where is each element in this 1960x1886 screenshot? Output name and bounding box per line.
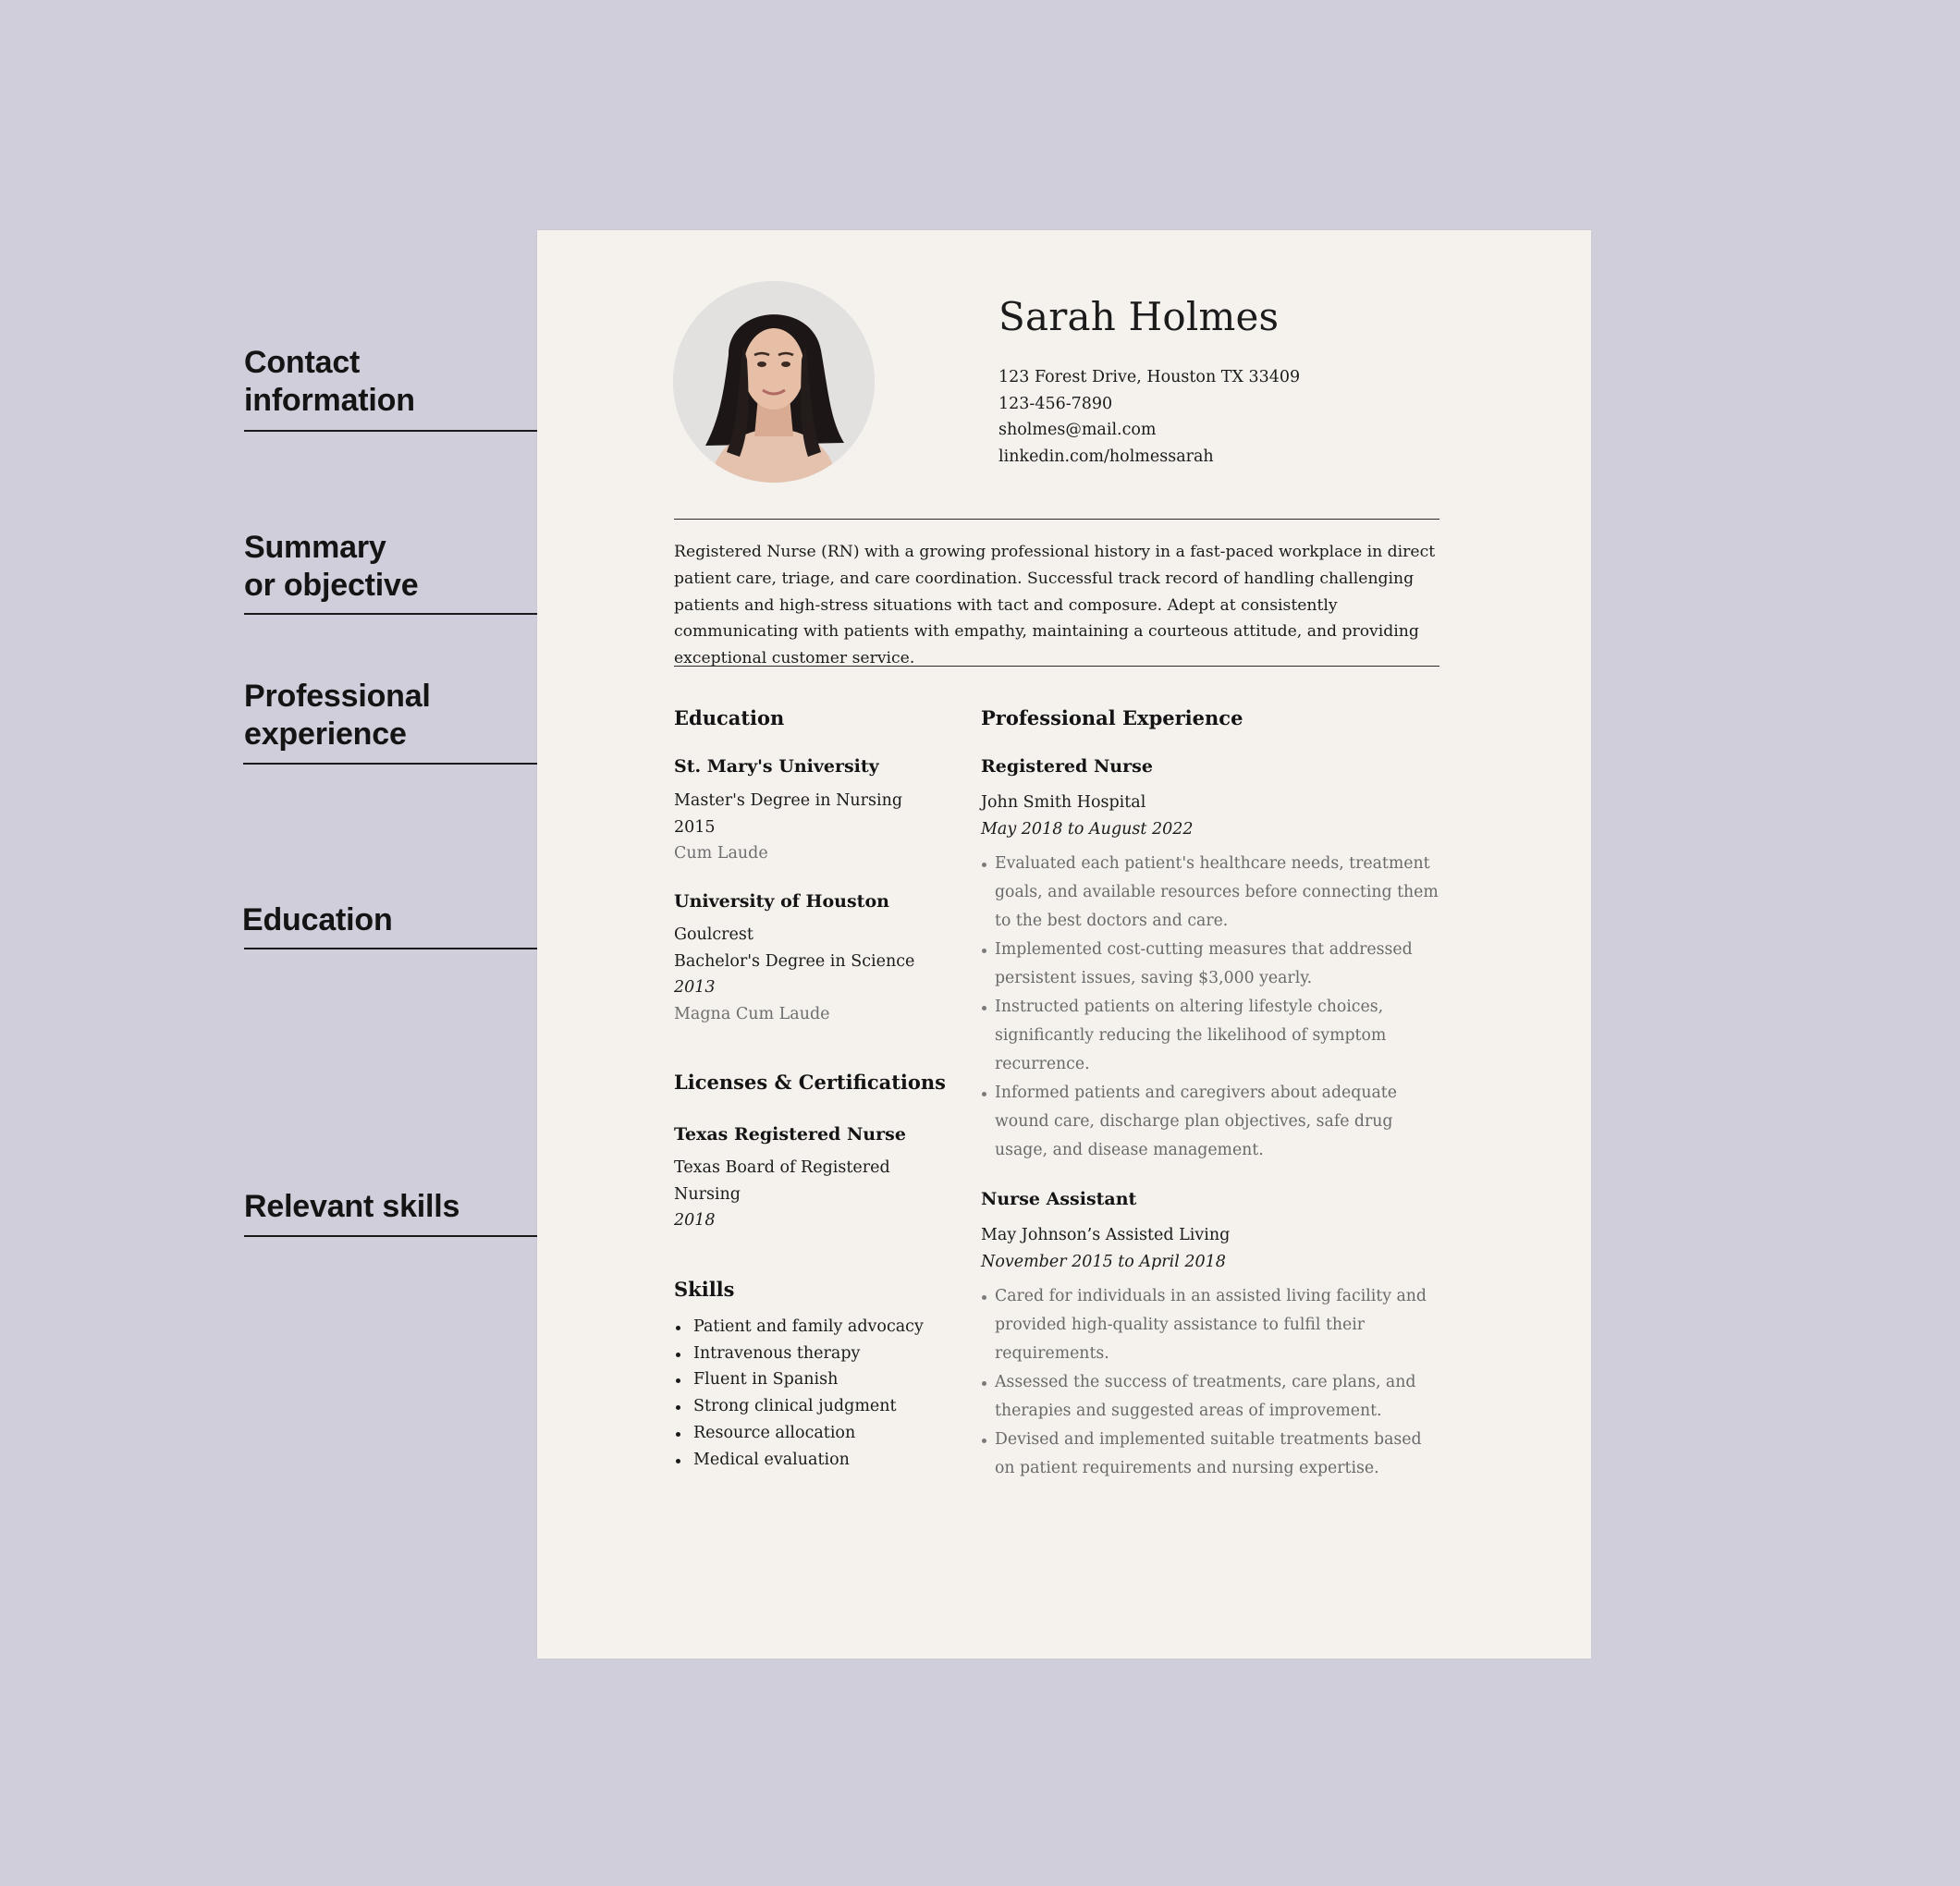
bullet-item: Informed patients and caregivers about adequate wound care, discharge plan objectives, safe drug usage, and disease management.: [981, 1079, 1443, 1165]
contact-linkedin: linkedin.com/holmessarah: [998, 447, 1214, 467]
skill-item: Strong clinical judgment: [674, 1393, 924, 1420]
summary-paragraph: Registered Nurse (RN) with a growing professional history in a fast-paced workplace in direct patient care, triage, and care coordination. Successful track record of handling challenging patients and high-stress situations with tact and composure. Adept at consistently communicating with patients with empathy, maintaining a courteous attitude, and providing exceptional customer service.: [674, 543, 1436, 668]
contact-email: sholmes@mail.com: [998, 421, 1157, 440]
annotation-label: or objective: [244, 568, 419, 603]
education-entry: [674, 891, 889, 912]
job-dates: November 2015 to April 2018: [981, 1252, 1226, 1271]
profile-photo: [673, 281, 875, 483]
degree: Master's Degree in Nursing: [674, 791, 903, 810]
education-details: [674, 922, 914, 1028]
annotation-label: information: [244, 383, 415, 418]
skill-item: Fluent in Spanish: [674, 1366, 924, 1393]
bullet-item: Assessed the success of treatments, care plans, and therapies and suggested areas of improvement.: [981, 1368, 1443, 1426]
employer: May Johnson’s Assisted Living: [981, 1226, 1231, 1244]
education-details: [674, 788, 902, 867]
license-name: Texas Registered Nurse: [674, 1124, 906, 1145]
candidate-name: Sarah Holmes: [998, 294, 1280, 339]
license-issuer: Texas Board of Registered: [674, 1158, 890, 1177]
bullet-item: Instructed patients on altering lifestyle choices, significantly reducing the likelihood of symptom recurrence.: [981, 993, 1443, 1079]
contact-phone: 123-456-7890: [998, 394, 1113, 413]
license-entry: [674, 1124, 906, 1145]
skill-item: Resource allocation: [674, 1420, 924, 1447]
skill-item: Medical evaluation: [674, 1447, 924, 1474]
annotation-label: Professional: [244, 679, 431, 714]
graduation-year: 2015: [674, 817, 716, 837]
divider: [674, 519, 1439, 520]
annotation-label: experience: [244, 716, 407, 752]
job-meta: [981, 790, 1194, 842]
graduation-year: 2013: [674, 978, 716, 998]
job-dates: May 2018 to August 2022: [981, 819, 1194, 839]
degree: Bachelor's Degree in Science: [674, 951, 915, 971]
contact-information: [998, 364, 1300, 471]
job-title: Nurse Assistant: [981, 1189, 1137, 1209]
skills-heading: Skills: [674, 1278, 735, 1301]
school-name: University of Houston: [674, 891, 889, 912]
job-title: Registered Nurse: [981, 756, 1153, 777]
bullet-item: Cared for individuals in an assisted living facility and provided high-quality assistance to fulfil their requirements.: [981, 1282, 1443, 1368]
honors: Magna Cum Laude: [674, 1005, 830, 1024]
bullet-item: Implemented cost-cutting measures that addressed persistent issues, saving $3,000 yearly.: [981, 936, 1443, 993]
bullet-item: Devised and implemented suitable treatments based on patient requirements and nursing expertise.: [981, 1426, 1443, 1483]
annotation-label: Education: [242, 902, 393, 937]
bullet-item: Evaluated each patient's healthcare needs, treatment goals, and available resources before connecting them to the best doctors and care.: [981, 850, 1443, 936]
license-issuer: Nursing: [674, 1184, 741, 1204]
honors: Cum Laude: [674, 844, 768, 863]
employer: John Smith Hospital: [981, 793, 1146, 812]
annotation-label: Relevant skills: [244, 1189, 460, 1224]
job-meta: [981, 1222, 1230, 1275]
divider: [674, 666, 1439, 667]
experience-heading: Professional Experience: [981, 706, 1243, 729]
education-entry: [674, 756, 879, 777]
portrait-icon: [673, 281, 875, 483]
school-name: St. Mary's University: [674, 756, 879, 777]
skills-list: [674, 1314, 924, 1473]
annotation-label: Contact: [244, 345, 361, 380]
job-bullets: [981, 850, 1443, 1165]
resume-page: [537, 230, 1591, 1659]
license-year: 2018: [674, 1211, 716, 1231]
license-details: [674, 1155, 890, 1234]
skill-item: Intravenous therapy: [674, 1341, 924, 1367]
licenses-heading: Licenses & Certifications: [674, 1071, 946, 1094]
contact-address: 123 Forest Drive, Houston TX 33409: [998, 368, 1301, 386]
skill-item: Patient and family advocacy: [674, 1314, 924, 1341]
annotation-label: Summary: [244, 530, 386, 565]
job-bullets: [981, 1282, 1443, 1483]
school-location: Goulcrest: [674, 925, 753, 944]
education-heading: Education: [674, 706, 785, 729]
